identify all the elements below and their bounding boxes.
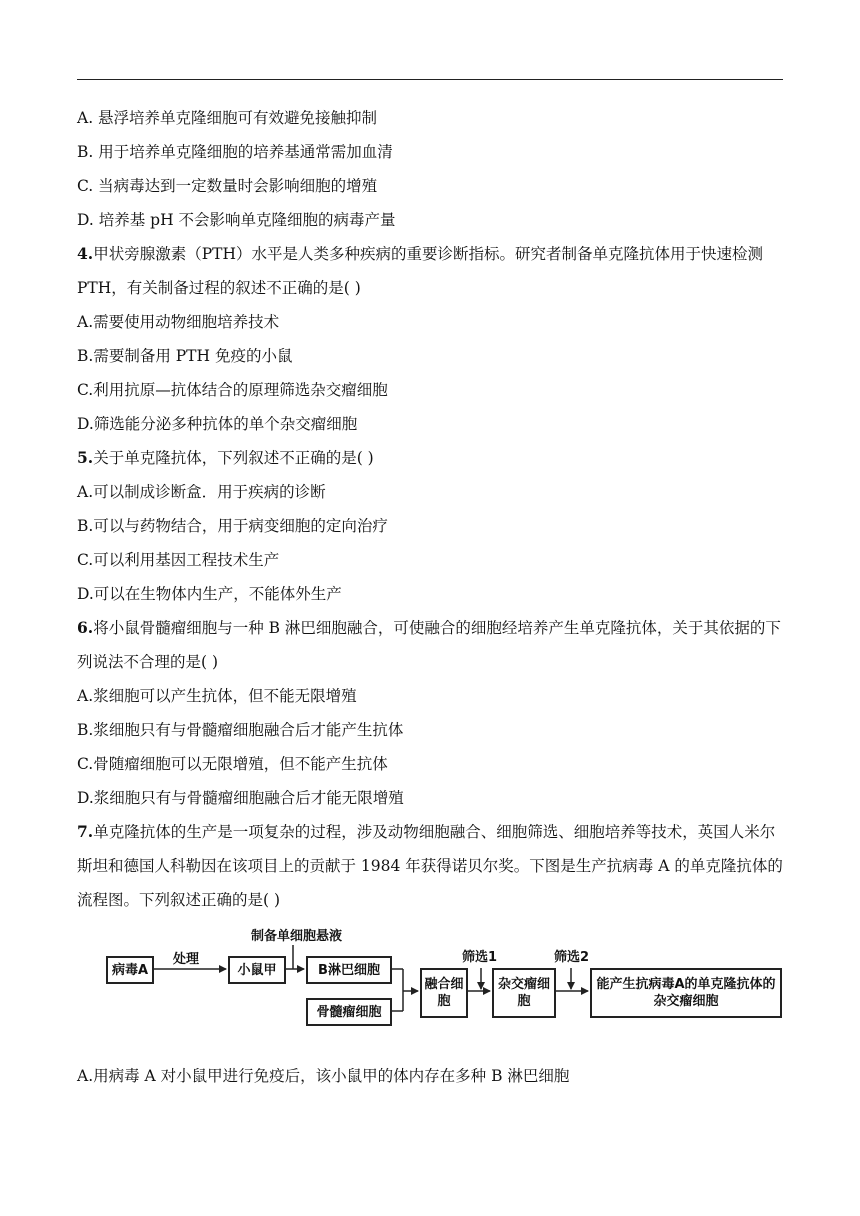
q5-text: 关于单克隆抗体，下列叙述不正确的是( ) bbox=[93, 449, 374, 467]
q6-option-b: B.浆细胞只有与骨髓瘤细胞融合后才能产生抗体 bbox=[77, 721, 404, 739]
q5-stem bbox=[77, 441, 783, 475]
myeloma-box: 骨髓瘤细胞 bbox=[306, 998, 392, 1026]
q6-text: 将小鼠骨髓瘤细胞与一种 B 淋巴细胞融合，可使融合的细胞经培养产生单克隆抗体，关于其依据的下列说法不合理的是( ) bbox=[77, 619, 781, 671]
question-6 bbox=[77, 611, 783, 815]
q6-option-c: C.骨随瘤细胞可以无限增殖，但不能产生抗体 bbox=[77, 755, 388, 773]
q4-option-b: B.需要制备用 PTH 免疫的小鼠 bbox=[77, 347, 293, 365]
q5-option-a: A.可以制成诊断盒．用于疾病的诊断 bbox=[77, 483, 326, 501]
q7-text: 单克隆抗体的生产是一项复杂的过程，涉及动物细胞融合、细胞筛选、细胞培养等技术，英国人米尔斯坦和德国人科勒因在该项目上的贡献于 1984 年获得诺贝尔奖。下图是生产抗病毒 A 的单克隆抗体的流程图。下列叙述正确的是( ) bbox=[77, 823, 783, 909]
q4-text: 甲状旁腺激素（PTH）水平是人类多种疾病的重要诊断指标。研究者制备单克隆抗体用于快速检测 PTH，有关制备过程的叙述不正确的是( ) bbox=[77, 245, 763, 297]
virus-a-box: 病毒A bbox=[106, 956, 154, 984]
bcell-box: B淋巴细胞 bbox=[306, 956, 392, 984]
q5-option-d: D.可以在生物体内生产，不能体外生产 bbox=[77, 585, 342, 603]
q6-option-a: A.浆细胞可以产生抗体，但不能无限增殖 bbox=[77, 687, 357, 705]
q7-stem bbox=[77, 815, 783, 917]
antibody-flowchart bbox=[77, 925, 783, 1055]
fused-cell-box: 融合细胞 bbox=[420, 968, 468, 1018]
question-4 bbox=[77, 237, 783, 441]
q5-option-c: C.可以利用基因工程技术生产 bbox=[77, 551, 280, 569]
q6-number: 6. bbox=[77, 618, 94, 637]
q4-option-c: C.利用抗原—抗体结合的原理筛选杂交瘤细胞 bbox=[77, 381, 388, 399]
screen2-label: 筛选2 bbox=[554, 950, 590, 965]
q3-option-b: B. 用于培养单克隆细胞的培养基通常需加血清 bbox=[77, 143, 393, 161]
q3-option-c: C. 当病毒达到一定数量时会影响细胞的增殖 bbox=[77, 177, 378, 195]
q6-option-d: D.浆细胞只有与骨髓瘤细胞融合后才能无限增殖 bbox=[77, 789, 404, 807]
document-body bbox=[77, 101, 783, 1093]
q6-stem bbox=[77, 611, 783, 679]
final-hybridoma-box: 能产生抗病毒A的单克隆抗体的杂交瘤细胞 bbox=[590, 968, 782, 1018]
q7-option-a: A.用病毒 A 对小鼠甲进行免疫后，该小鼠甲的体内存在多种 B 淋巴细胞 bbox=[77, 1067, 570, 1085]
process-label: 处理 bbox=[173, 952, 200, 967]
question-3-options bbox=[77, 101, 783, 237]
question-7 bbox=[77, 815, 783, 1093]
mouse-box: 小鼠甲 bbox=[228, 956, 286, 984]
hybridoma-box: 杂交瘤细胞 bbox=[492, 968, 556, 1018]
q4-option-a: A.需要使用动物细胞培养技术 bbox=[77, 313, 280, 331]
screen1-label: 筛选1 bbox=[462, 950, 498, 965]
q4-number: 4. bbox=[77, 244, 94, 263]
q3-option-a: A. 悬浮培养单克隆细胞可有效避免接触抑制 bbox=[77, 109, 378, 127]
q3-option-d: D. 培养基 pH 不会影响单克隆细胞的病毒产量 bbox=[77, 211, 396, 229]
q4-stem bbox=[77, 237, 783, 305]
question-5 bbox=[77, 441, 783, 611]
q7-number: 7. bbox=[77, 822, 94, 841]
q4-option-d: D.筛选能分泌多种抗体的单个杂交瘤细胞 bbox=[77, 415, 358, 433]
q5-number: 5. bbox=[77, 448, 94, 467]
prep-label: 制备单细胞悬液 bbox=[251, 929, 343, 944]
q5-option-b: B.可以与药物结合，用于病变细胞的定向治疗 bbox=[77, 517, 388, 535]
header-rule bbox=[77, 79, 783, 80]
